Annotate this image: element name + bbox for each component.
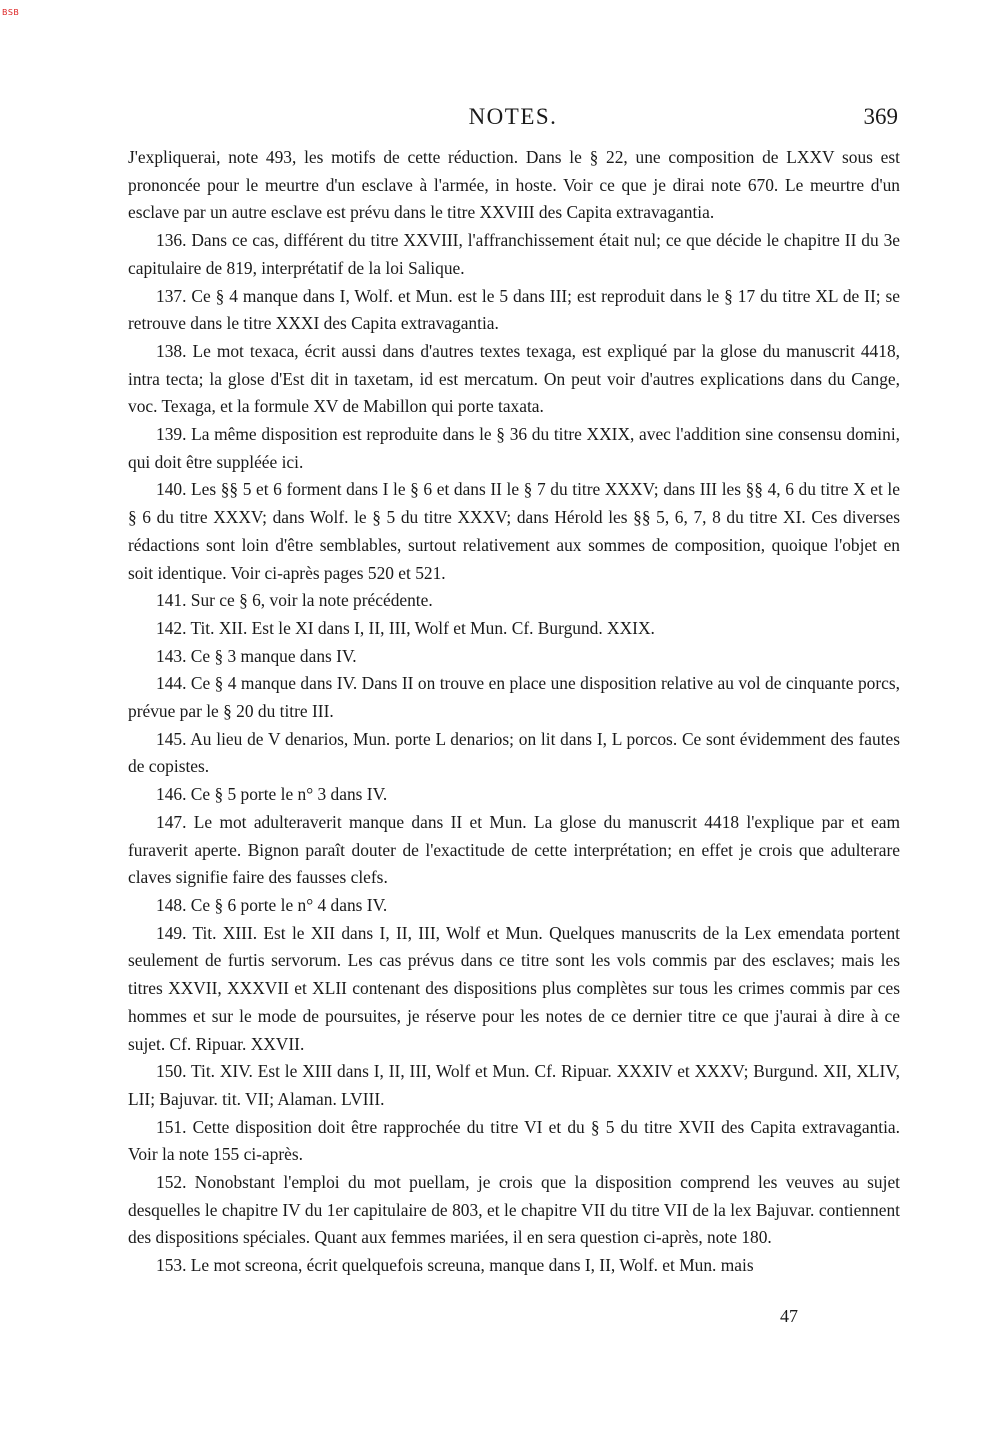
note-152: 152. Nonobstant l'emploi du mot puellam, je crois que la disposition comprend les veuves au sujet desquelles le chapitre IV du 1er capitulaire de 803, et le chapitre VII du titre VII de la lex Bajuvar. contiennent des dispositions spéciales. Quant aux femmes mariées, il en sera question ci-après, note 180. bbox=[128, 1172, 900, 1248]
signature-mark: 47 bbox=[780, 1306, 798, 1326]
note-continuation: J'expliquerai, note 493, les motifs de cette réduction. Dans le § 22, une composition de LXXV sous est prononcée pour le meurtre d'un esclave à l'armée, in hoste. Voir ce que je dirai note 670. Le meurtre d'un esclave par un autre esclave est prévu dans le titre XXVIII des Capita extravagantia. bbox=[128, 147, 900, 223]
note-150: 150. Tit. XIV. Est le XIII dans I, II, III, Wolf et Mun. Cf. Ripuar. XXXIV et XXXV; Burgund. XII, XLIV, LII; Bajuvar. tit. VII; Alaman. LVIII. bbox=[128, 1061, 900, 1109]
page-header bbox=[128, 104, 898, 134]
note-151: 151. Cette disposition doit être rapprochée du titre VI et du § 5 du titre XVII des Capita extravagantia. Voir la note 155 ci-après. bbox=[128, 1116, 900, 1165]
note-144: 144. Ce § 4 manque dans IV. Dans II on trouve en place une disposition relative au vol de cinquante porcs, prévue par le § 20 du titre III. bbox=[128, 673, 900, 722]
note-143: 143. Ce § 3 manque dans IV. bbox=[156, 645, 357, 666]
note-153: 153. Le mot screona, écrit quelquefois screuna, manque dans I, II, Wolf. et Mun. mais bbox=[156, 1255, 754, 1276]
note-147: 147. Le mot adulteraverit manque dans II et Mun. La glose du manuscrit 4418 l'explique par et eam furaverit aperte. Bignon paraît douter de l'exactitude de cette interprétation; en effet je crois que adulterare claves signifie faire des fausses clefs. bbox=[128, 811, 900, 888]
watermark: BSB bbox=[2, 8, 20, 17]
note-137: 137. Ce § 4 manque dans I, Wolf. et Mun. est le 5 dans III; est reproduit dans le § 17 du titre XL de II; se retrouve dans le titre XXXI des Capita extravagantia. bbox=[128, 285, 900, 334]
page-number: 369 bbox=[863, 104, 898, 129]
page-title: NOTES. bbox=[468, 104, 558, 129]
note-138: 138. Le mot texaca, écrit aussi dans d'autres textes texaga, est expliqué par la glose du manuscrit 4418, intra tecta; la glose d'Est dit in taxetam, id est mercatum. On peut voir d'autres explications dans du Cange, voc. Texaga, et la formule XV de Mabillon qui porte taxata. bbox=[128, 340, 900, 417]
note-142: 142. Tit. XII. Est le XI dans I, II, III, Wolf et Mun. Cf. Burgund. XXIX. bbox=[156, 617, 655, 638]
note-145: 145. Au lieu de V denarios, Mun. porte L denarios; on lit dans I, L porcos. Ce sont évidemment des fautes de copistes. bbox=[128, 728, 900, 777]
notes-body bbox=[128, 144, 900, 1280]
note-140: 140. Les §§ 5 et 6 forment dans I le § 6 et dans II le § 7 du titre XXXV; dans III les §§ 4, 6 du titre X et le § 6 du titre XXXV; dans Wolf. le § 5 du titre XXXV; dans Hérold les §§ 5, 6, 7, 8 du titre XI. Ces diverses rédactions sont loin d'être semblables, surtout relativement aux sommes de composition, quoique l'objet en soit identique. Voir ci-après pages 520 et 521. bbox=[128, 479, 900, 583]
note-139: 139. La même disposition est reproduite dans le § 36 du titre XXIX, avec l'addition sine consensu domini, qui doit être suppléée ici. bbox=[128, 424, 900, 472]
note-148: 148. Ce § 6 porte le n° 4 dans IV. bbox=[156, 894, 388, 915]
note-146: 146. Ce § 5 porte le n° 3 dans IV. bbox=[156, 784, 388, 805]
note-136: 136. Dans ce cas, différent du titre XXVIII, l'affranchissement était nul; ce que décide le chapitre II du 3e capitulaire de 819, interprétatif de la loi Salique. bbox=[128, 230, 900, 278]
note-141: 141. Sur ce § 6, voir la note précédente. bbox=[156, 590, 433, 611]
note-149: 149. Tit. XIII. Est le XII dans I, II, III, Wolf et Mun. Quelques manuscrits de la Lex emendata portent seulement de furtis servorum. Les cas prévus dans ce titre sont les vols commis par des esclaves; mais les titres XXVII, XXXVII et XLII contenant des dispositions plus complètes sur tous les crimes commis par ces hommes et sur le mode de poursuites, je réserve pour les notes de ce dernier titre ce que j'aurai à dire à ce sujet. Cf. Ripuar. XXVII. bbox=[128, 922, 900, 1054]
